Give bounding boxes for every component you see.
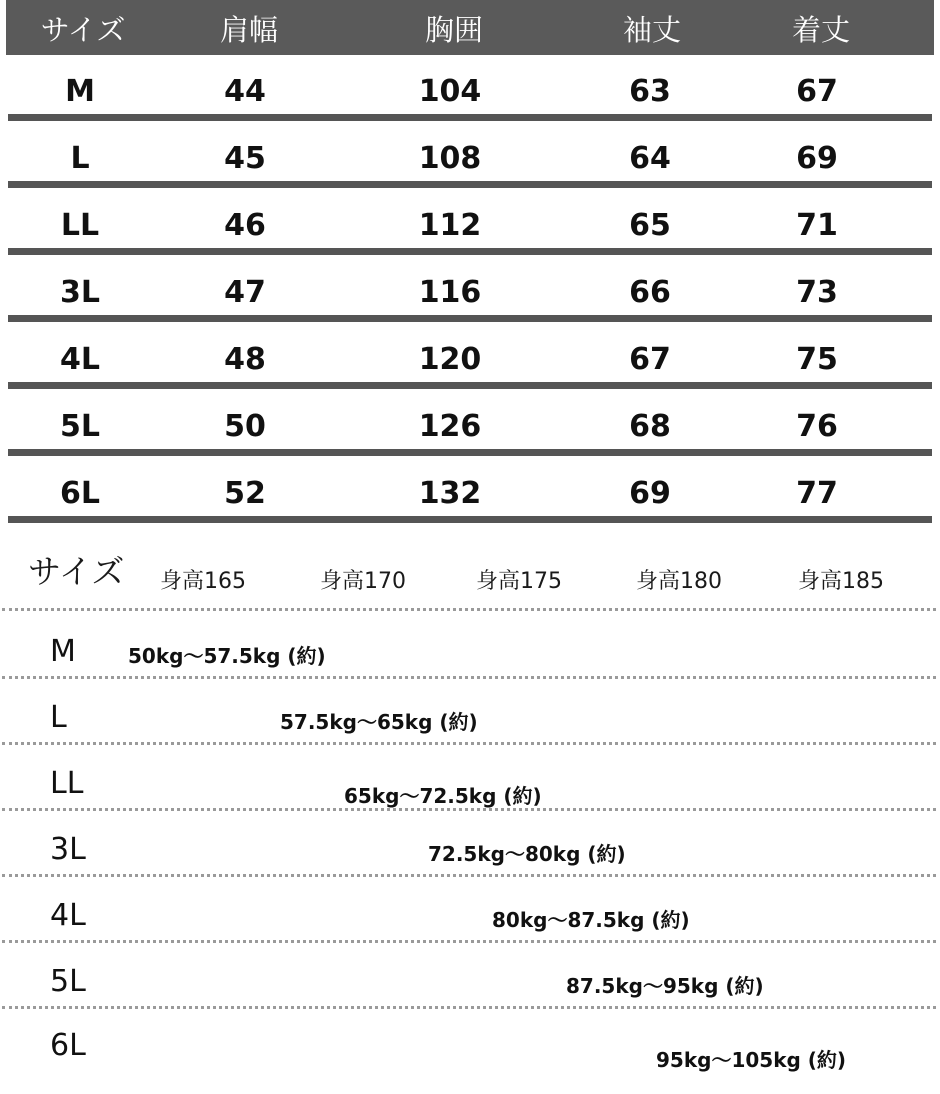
row-divider	[8, 449, 932, 456]
list-item	[0, 700, 940, 766]
dotted-divider	[2, 608, 936, 611]
cell-body-length: 69	[796, 141, 838, 176]
cell-shoulder-width: 48	[224, 342, 266, 377]
table-row	[0, 468, 940, 535]
height-175-label: 身高175	[476, 569, 562, 594]
cell-chest: 108	[418, 141, 482, 176]
row-divider	[8, 114, 932, 121]
cell-chest: 116	[418, 275, 482, 310]
cell-body-length: 71	[796, 208, 838, 243]
cell-sleeve-length: 64	[629, 141, 671, 176]
cell-chest: 126	[418, 409, 482, 444]
weight-size-label: 5L	[50, 964, 86, 999]
cell-sleeve-length: 68	[629, 409, 671, 444]
size-measurement-table	[0, 0, 940, 540]
weight-range: 50kg～57.5kg (約)	[128, 644, 326, 668]
cell-shoulder-width: 50	[224, 409, 266, 444]
cell-shoulder-width: 52	[224, 476, 266, 511]
list-item	[0, 964, 940, 1030]
cell-size: L	[70, 141, 90, 176]
cell-body-length: 76	[796, 409, 838, 444]
cell-sleeve-length: 69	[629, 476, 671, 511]
weight-range: 72.5kg～80kg (約)	[428, 842, 626, 866]
weight-range: 65kg～72.5kg (約)	[344, 784, 542, 808]
cell-size: 6L	[60, 476, 100, 511]
cell-shoulder-width: 44	[224, 74, 266, 109]
height-185-label: 身高185	[798, 569, 884, 594]
cell-shoulder-width: 45	[224, 141, 266, 176]
row-divider	[8, 382, 932, 389]
weight-size-label: 4L	[50, 898, 86, 933]
list-item	[0, 832, 940, 898]
header-shoulder-width: 肩幅	[219, 13, 279, 47]
list-item	[0, 766, 940, 832]
cell-size: 5L	[60, 409, 100, 444]
height-180-label: 身高180	[636, 569, 722, 594]
header-sleeve-length: 袖丈	[622, 13, 682, 47]
cell-sleeve-length: 63	[629, 74, 671, 109]
cell-sleeve-length: 65	[629, 208, 671, 243]
height-weight-table	[0, 552, 940, 1076]
header-body-length: 着丈	[791, 13, 851, 47]
cell-size: M	[65, 74, 95, 109]
cell-body-length: 67	[796, 74, 838, 109]
weight-size-label: L	[50, 700, 67, 735]
height-165-label: 身高165	[160, 569, 246, 594]
table-row	[0, 133, 940, 200]
table-row	[0, 66, 940, 133]
weight-size-label: 3L	[50, 832, 86, 867]
row-divider	[8, 248, 932, 255]
cell-sleeve-length: 67	[629, 342, 671, 377]
row-divider	[8, 516, 932, 523]
cell-chest: 132	[418, 476, 482, 511]
size-table-header	[6, 0, 934, 55]
weight-header-size: サイズ	[28, 552, 125, 591]
cell-body-length: 75	[796, 342, 838, 377]
cell-chest: 120	[418, 342, 482, 377]
dotted-divider	[2, 940, 936, 943]
cell-sleeve-length: 66	[629, 275, 671, 310]
weight-size-label: 6L	[50, 1028, 86, 1063]
cell-body-length: 73	[796, 275, 838, 310]
list-item	[0, 1028, 940, 1094]
cell-chest: 104	[418, 74, 482, 109]
cell-size: 4L	[60, 342, 100, 377]
weight-range: 57.5kg～65kg (約)	[280, 710, 478, 734]
table-row	[0, 200, 940, 267]
weight-range: 95kg～105kg (約)	[656, 1048, 847, 1072]
weight-range: 80kg～87.5kg (約)	[492, 908, 690, 932]
dotted-divider	[2, 874, 936, 877]
table-row	[0, 401, 940, 468]
cell-chest: 112	[418, 208, 482, 243]
weight-size-label: LL	[50, 766, 84, 801]
cell-shoulder-width: 46	[224, 208, 266, 243]
list-item	[0, 898, 940, 964]
row-divider	[8, 315, 932, 322]
list-item	[0, 634, 940, 700]
cell-shoulder-width: 47	[224, 275, 266, 310]
dotted-divider	[2, 1006, 936, 1009]
cell-body-length: 77	[796, 476, 838, 511]
cell-size: LL	[60, 208, 100, 243]
header-size: サイズ	[40, 13, 126, 47]
weight-size-label: M	[50, 634, 76, 669]
weight-range: 87.5kg～95kg (約)	[566, 974, 764, 998]
table-row	[0, 267, 940, 334]
row-divider	[8, 181, 932, 188]
header-chest: 胸囲	[424, 13, 484, 47]
cell-size: 3L	[60, 275, 100, 310]
dotted-divider	[2, 742, 936, 745]
table-row	[0, 334, 940, 401]
height-170-label: 身高170	[320, 569, 406, 594]
dotted-divider	[2, 676, 936, 679]
dotted-divider	[2, 808, 936, 811]
